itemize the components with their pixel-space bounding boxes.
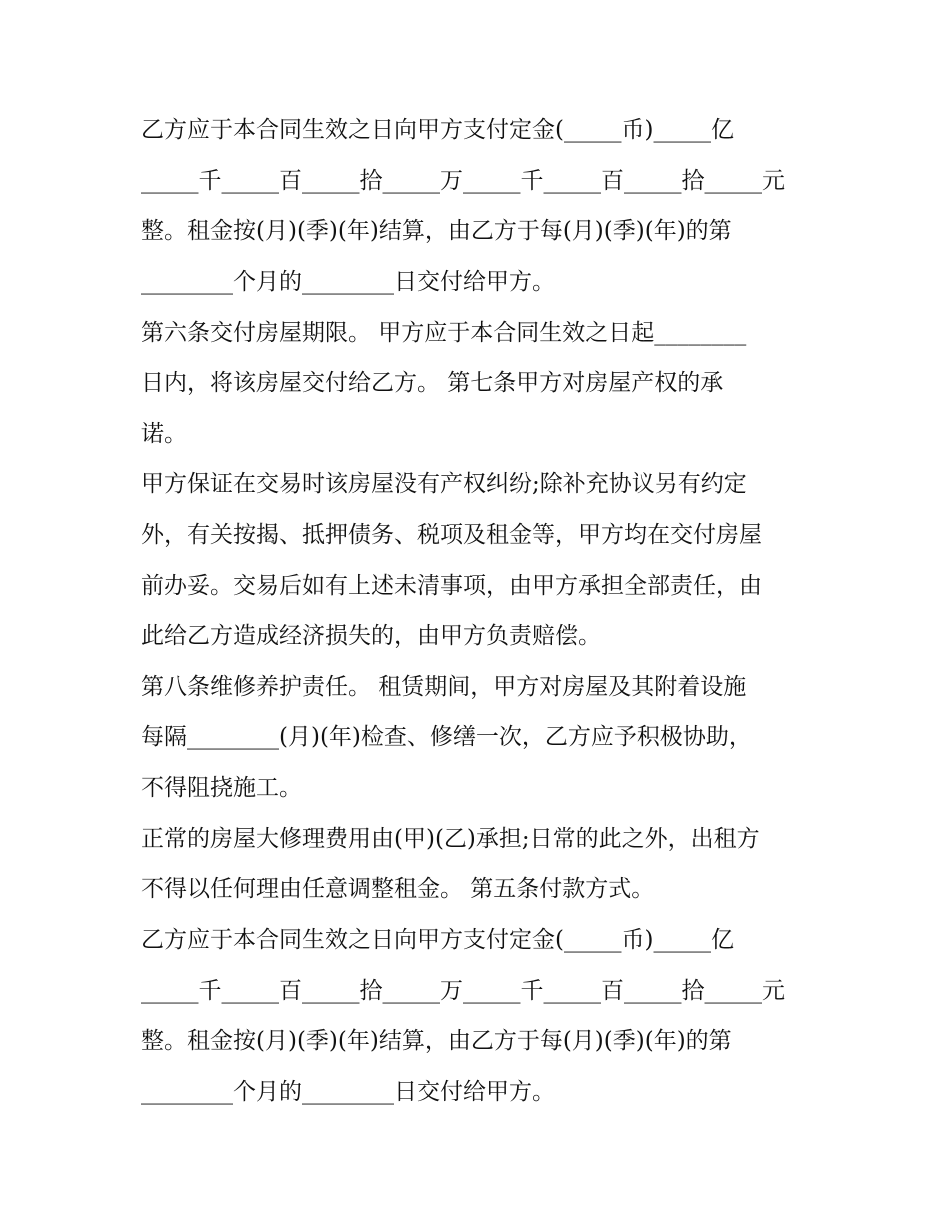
text-line-8: 甲方保证在交易时该房屋没有产权纠纷;除补充协议另有约定 bbox=[141, 471, 747, 497]
text-line-17: 乙方应于本合同生效之日向甲方支付定金(_____币)_____亿 bbox=[141, 927, 734, 953]
text-line-6: 日内，将该房屋交付给乙方。 第七条甲方对房屋产权的承 bbox=[141, 370, 724, 396]
text-line-11: 此给乙方造成经济损失的，由甲方负责赔偿。 bbox=[141, 623, 601, 649]
text-line-5: 第六条交付房屋期限。 甲方应于本合同生效之日起________ bbox=[141, 320, 747, 346]
text-line-20: ________个月的________日交付给甲方。 bbox=[141, 1079, 555, 1105]
text-line-14: 不得阻挠施工。 bbox=[141, 775, 302, 801]
text-line-13: 每隔________(月)(年)检查、修缮一次，乙方应予积极协助， bbox=[141, 724, 752, 750]
text-line-19: 整。租金按(月)(季)(年)结算，由乙方于每(月)(季)(年)的第 bbox=[141, 1028, 732, 1054]
text-line-18: _____千_____百_____拾_____万_____千_____百_____拾_____元 bbox=[141, 978, 785, 1004]
text-line-7: 诺。 bbox=[141, 421, 187, 447]
text-line-3: 整。租金按(月)(季)(年)结算，由乙方于每(月)(季)(年)的第 bbox=[141, 218, 732, 244]
text-line-16: 不得以任何理由任意调整租金。 第五条付款方式。 bbox=[141, 876, 655, 902]
text-line-12: 第八条维修养护责任。 租赁期间，甲方对房屋及其附着设施 bbox=[141, 674, 747, 700]
text-line-9: 外，有关按揭、抵押债务、税项及租金等，甲方均在交付房屋 bbox=[141, 522, 762, 548]
text-line-1: 乙方应于本合同生效之日向甲方支付定金(_____币)_____亿 bbox=[141, 117, 734, 143]
text-line-15: 正常的房屋大修理费用由(甲)(乙)承担;日常的此之外，出租方 bbox=[141, 826, 760, 852]
text-line-4: ________个月的________日交付给甲方。 bbox=[141, 269, 555, 295]
text-line-2: _____千_____百_____拾_____万_____千_____百_____拾_____元 bbox=[141, 168, 785, 194]
text-line-10: 前办妥。交易后如有上述未清事项，由甲方承担全部责任，由 bbox=[141, 573, 762, 599]
